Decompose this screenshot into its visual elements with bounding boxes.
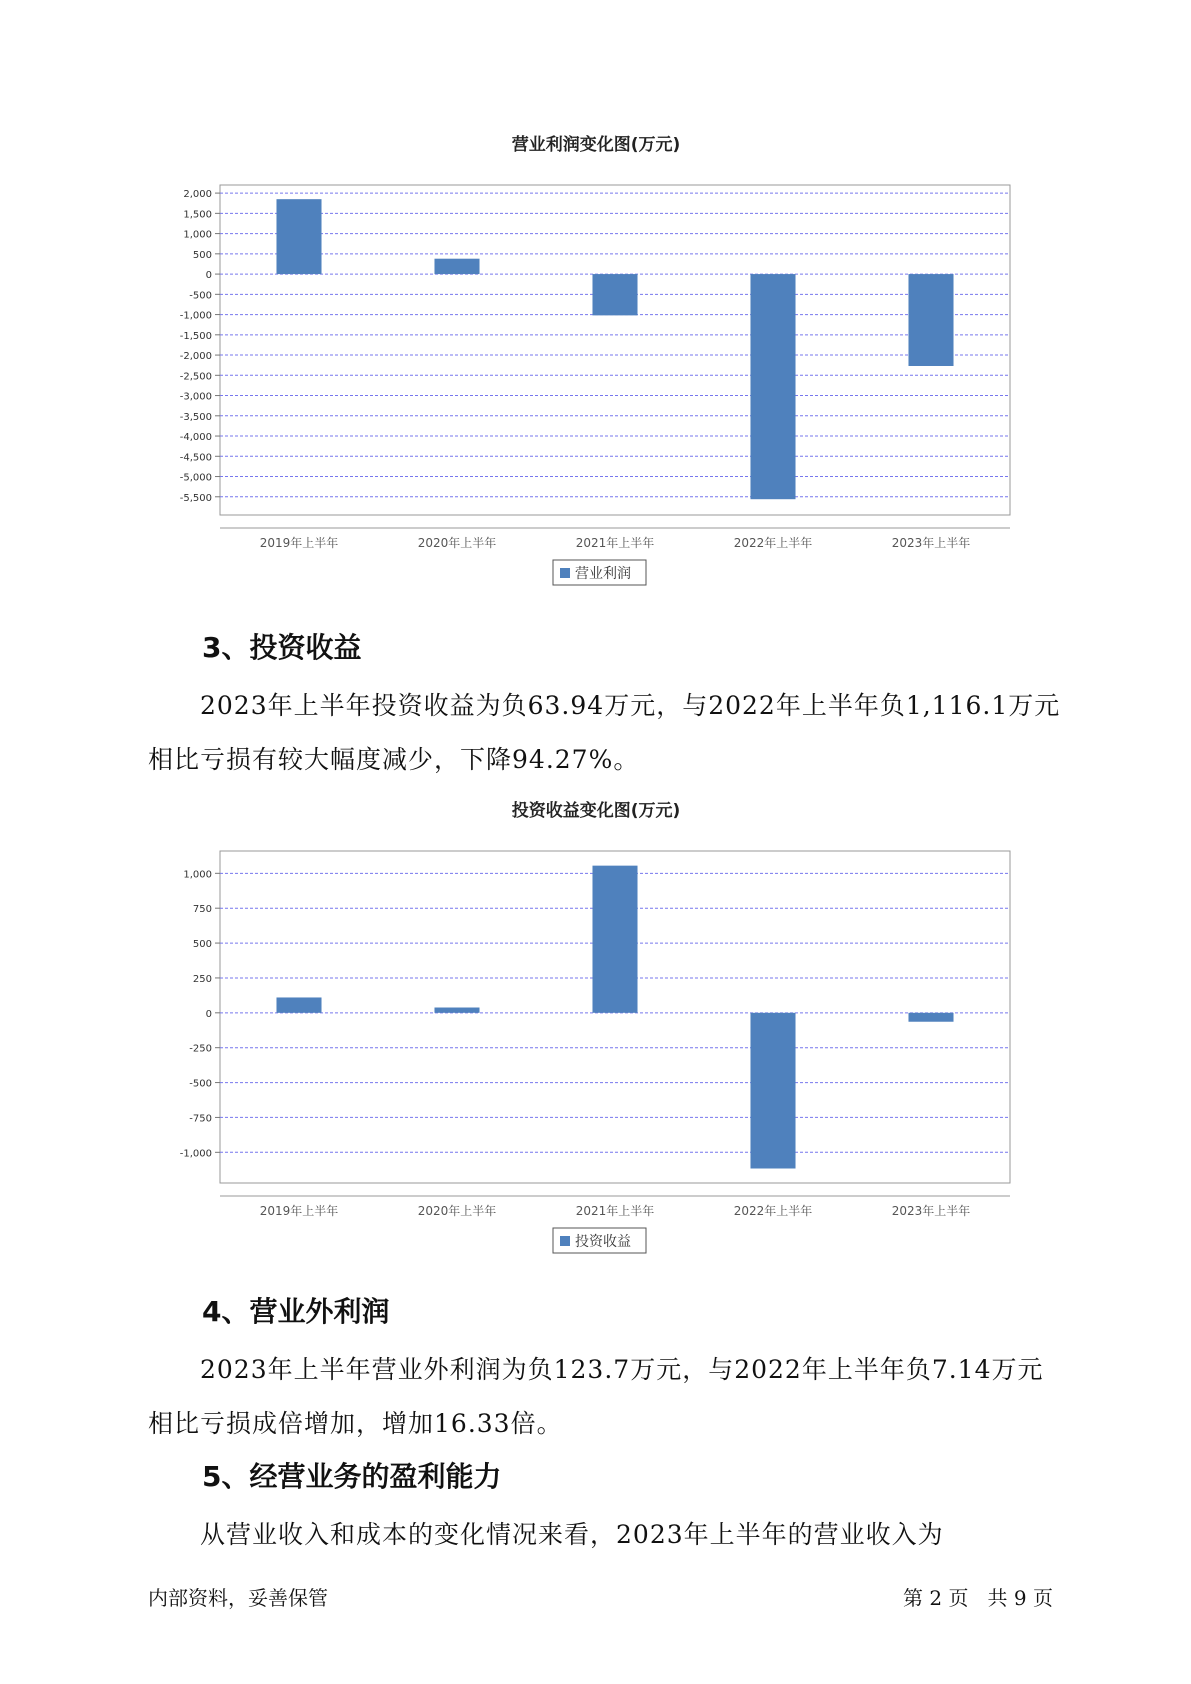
legend-swatch [560, 1236, 570, 1246]
y-tick-label: -4,000 [179, 432, 212, 444]
legend [553, 1228, 646, 1253]
y-tick-label: -2,000 [179, 351, 212, 363]
category-label: 2023年上半年 [891, 536, 971, 550]
paragraph-profitability: 从营业收入和成本的变化情况来看，2023年上半年的营业收入为 [200, 1520, 944, 1549]
y-tick-label: 1,000 [183, 869, 212, 881]
legend [553, 560, 646, 585]
paragraph-investment: 2023年上半年投资收益为负63.94万元，与2022年上半年负1,116.1万元相比亏损有较大幅度减少，下降94.27%。 [148, 691, 1061, 774]
footer-page-number: 第 2 页 共 9 页 [903, 1586, 1053, 1610]
bar-2020年上半年 [434, 1008, 479, 1013]
y-tick-label: 0 [205, 270, 212, 282]
operating-profit-chart [0, 120, 1191, 590]
y-tick-label: 500 [192, 939, 212, 951]
section-heading-investment: 3、投资收益 [202, 631, 362, 664]
bar-2021年上半年 [592, 866, 637, 1013]
bar-2023年上半年 [908, 1013, 953, 1022]
bar-2021年上半年 [592, 274, 637, 315]
legend-swatch [560, 568, 570, 578]
y-tick-label: -3,000 [179, 391, 212, 403]
investment-income-chart-svg [0, 786, 1191, 1256]
category-label: 2020年上半年 [417, 536, 497, 550]
chart-title: 投资收益变化图(万元) [511, 801, 681, 821]
y-tick-label: -5,000 [179, 472, 212, 484]
y-tick-label: -3,500 [179, 411, 212, 423]
y-tick-label: 1,500 [183, 209, 212, 221]
paragraph-non-operating: 2023年上半年营业外利润为负123.7万元，与2022年上半年负7.14万元相比亏损成倍增加，增加16.33倍。 [148, 1355, 1044, 1438]
y-tick-label: -2,500 [179, 371, 212, 383]
category-label: 2021年上半年 [575, 1204, 655, 1218]
bar-2019年上半年 [276, 199, 321, 274]
section-heading-profitability: 5、经营业务的盈利能力 [202, 1460, 502, 1493]
bar-2023年上半年 [908, 274, 953, 366]
category-label: 2019年上半年 [259, 536, 339, 550]
plot-area [220, 185, 1010, 515]
y-tick-label: -750 [189, 1113, 212, 1125]
y-tick-label: -4,500 [179, 452, 212, 464]
category-label: 2022年上半年 [733, 1204, 813, 1218]
section-heading-non-operating: 4、营业外利润 [202, 1295, 390, 1328]
y-tick-label: 1,000 [183, 229, 212, 241]
bar-2020年上半年 [434, 259, 479, 274]
operating-profit-chart-svg [0, 120, 1191, 590]
category-label: 2022年上半年 [733, 536, 813, 550]
legend-label: 投资收益 [575, 1234, 631, 1250]
y-tick-label: 250 [192, 973, 212, 985]
y-tick-label: -500 [189, 1078, 212, 1090]
y-tick-label: -1,000 [179, 1148, 212, 1160]
y-tick-label: -1,000 [179, 310, 212, 322]
footer-confidential-note: 内部资料，妥善保管 [148, 1586, 328, 1610]
legend-label: 营业利润 [575, 566, 631, 582]
y-tick-label: -250 [189, 1043, 212, 1055]
y-tick-label: -500 [189, 290, 212, 302]
category-label: 2023年上半年 [891, 1204, 971, 1218]
chart-title: 营业利润变化图(万元) [511, 135, 681, 155]
y-tick-label: -1,500 [179, 330, 212, 342]
y-tick-label: 2,000 [183, 189, 212, 201]
bar-2022年上半年 [750, 274, 795, 499]
y-tick-label: 0 [205, 1008, 212, 1020]
category-label: 2021年上半年 [575, 536, 655, 550]
bar-2022年上半年 [750, 1013, 795, 1169]
category-label: 2019年上半年 [259, 1204, 339, 1218]
category-label: 2020年上半年 [417, 1204, 497, 1218]
investment-income-chart [0, 786, 1191, 1256]
bar-2019年上半年 [276, 997, 321, 1012]
y-tick-label: -5,500 [179, 492, 212, 504]
y-tick-label: 500 [192, 249, 212, 261]
y-tick-label: 750 [192, 904, 212, 916]
